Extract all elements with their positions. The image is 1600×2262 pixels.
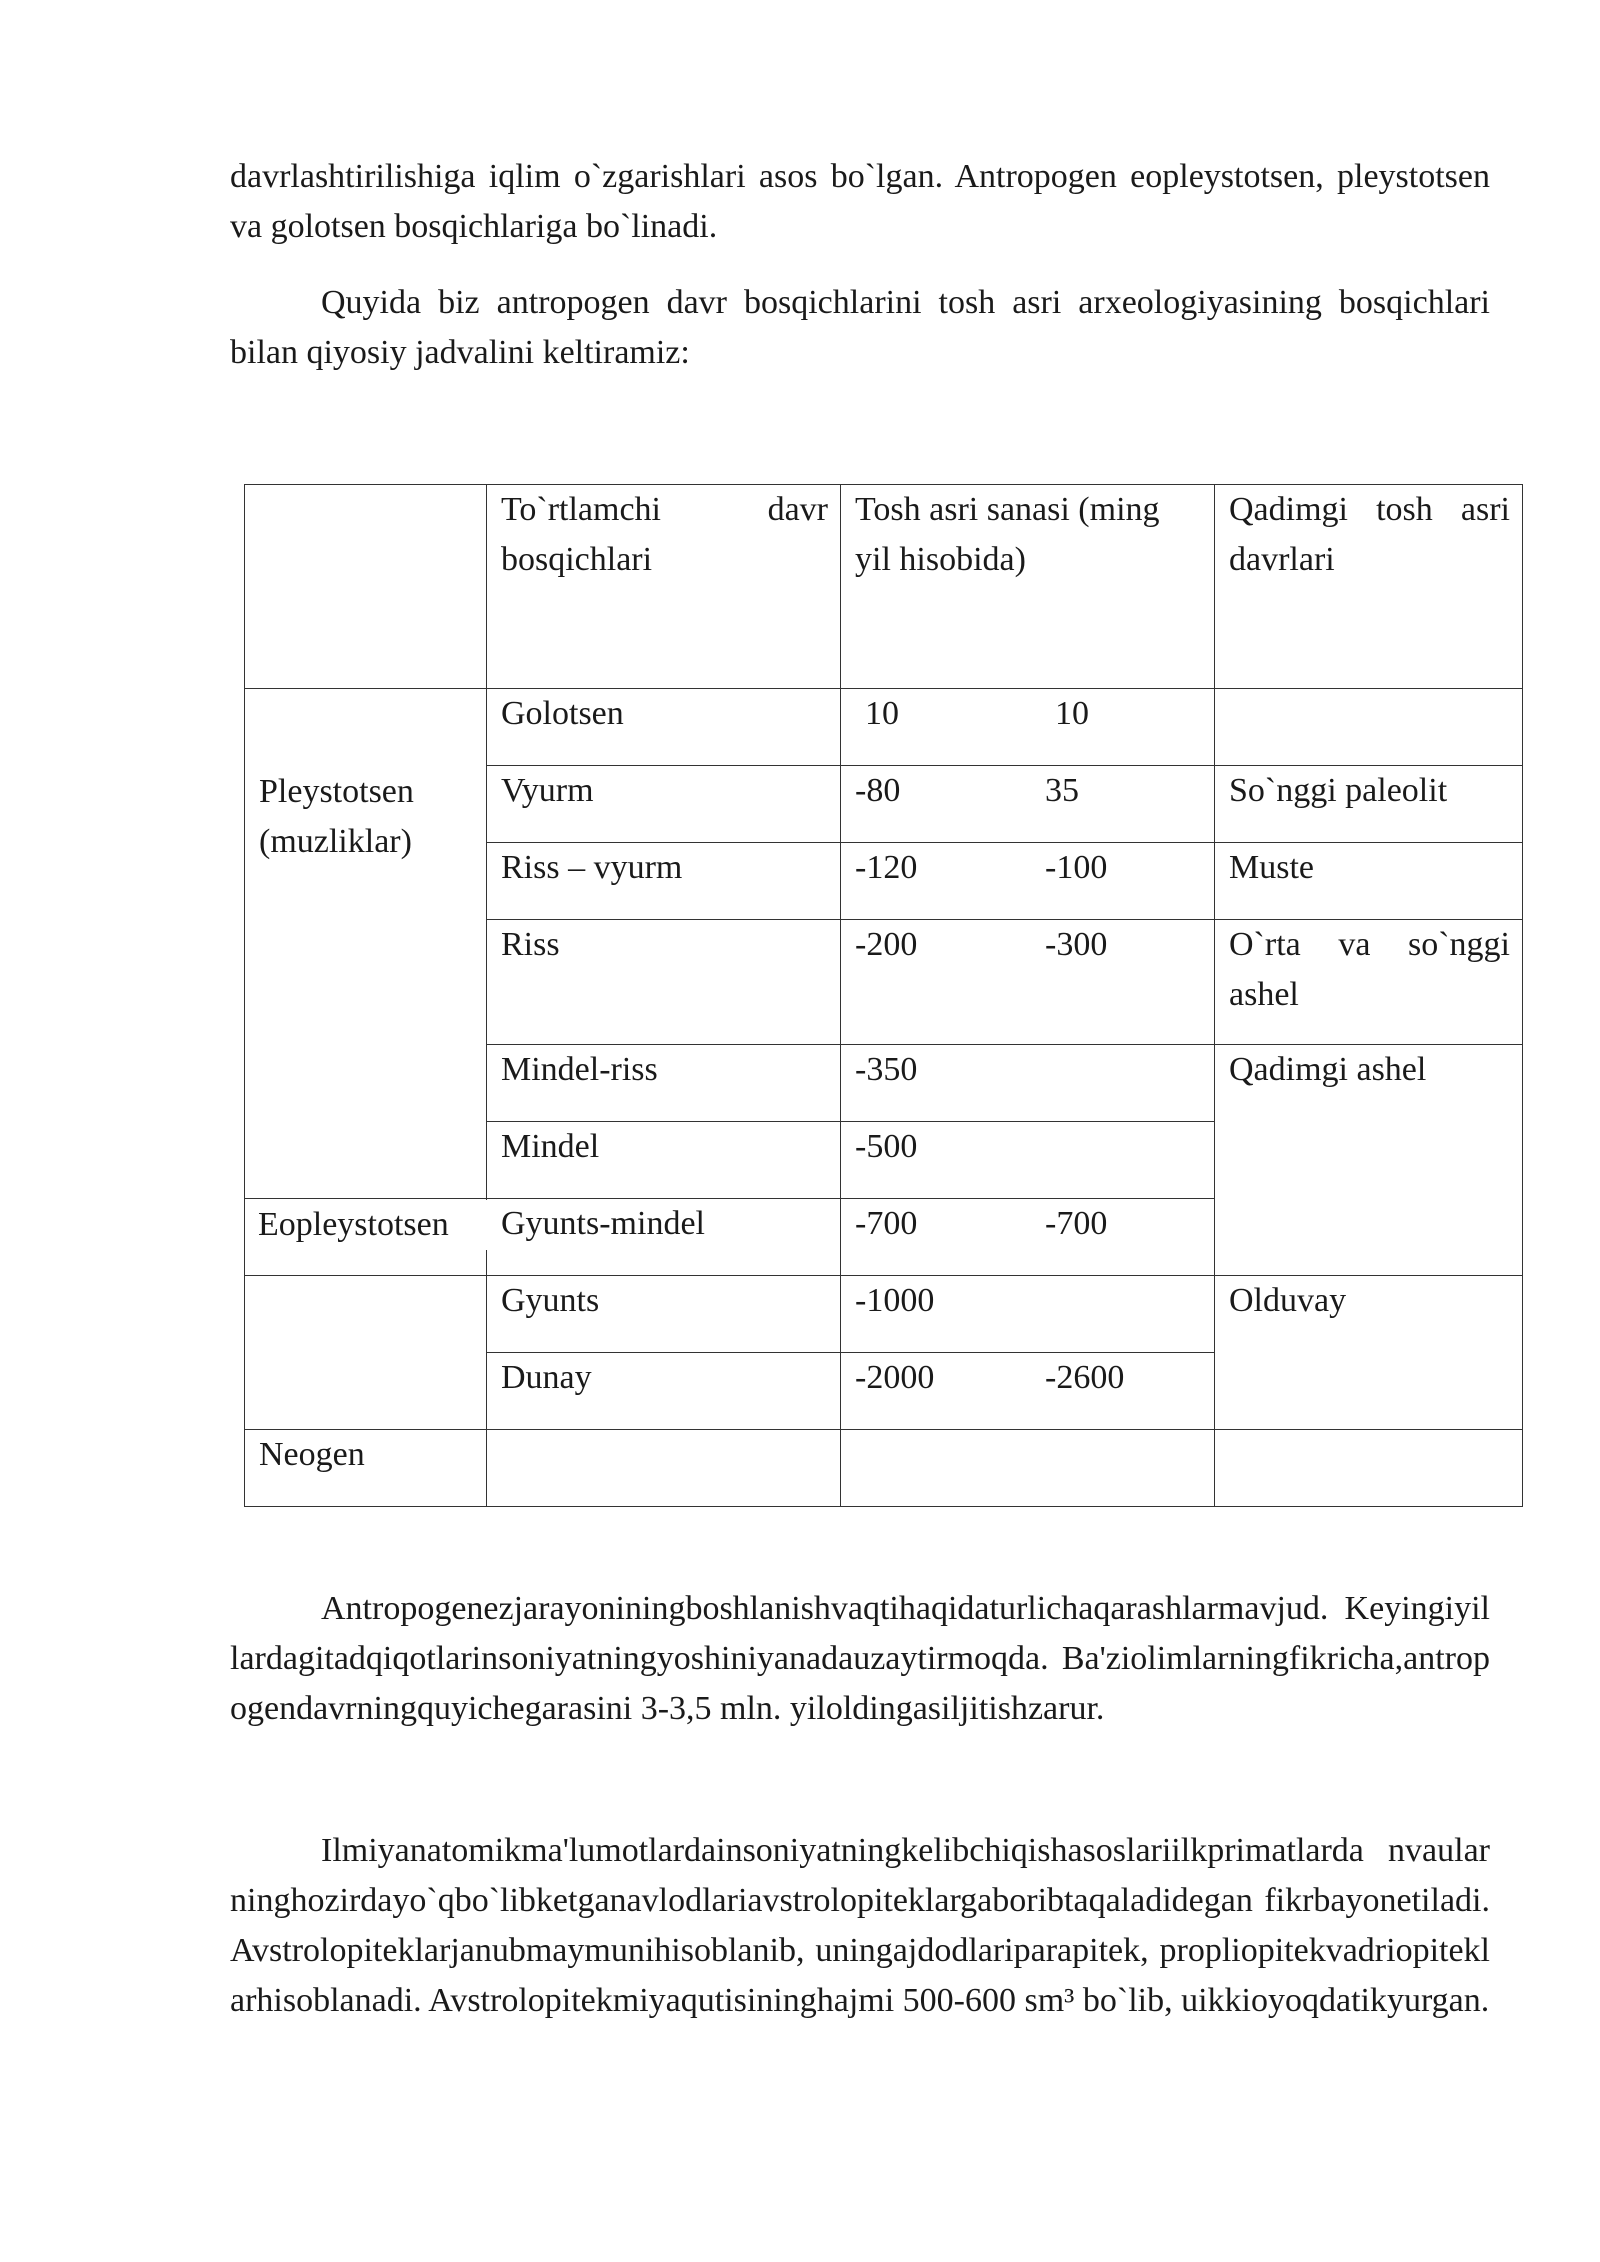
date-cell [841,766,1215,843]
eopleystotsen-label: Eopleystotsen [258,1200,488,1250]
stage-cell: Riss [487,920,841,1045]
table-row [245,689,1523,766]
comparison-table [244,484,1523,1276]
stage-cell: Mindel-riss [487,1045,841,1122]
empty-cell [487,1430,841,1507]
group-pleystotsen: Pleystotsen (muzliklar) [245,689,487,1276]
period-cell: Qadimgi ashel [1215,1045,1523,1276]
empty-cell [841,1430,1215,1507]
date-cell [841,1276,1215,1353]
intro-paragraph-2: Quyida biz antropogen davr bosqichlarini tosh asri arxeologiyasining bosqichlari bilan qiyosiy jadvalini keltiramiz: [230,284,1490,371]
stage-cell: Golotsen [487,689,841,766]
date-end: -700 [1045,1205,1108,1242]
stage-cell: Dunay [487,1353,841,1430]
date-cell [841,1122,1215,1199]
period-cell: Olduvay [1215,1276,1523,1430]
table-row [245,1276,1523,1353]
date-cell [841,1199,1215,1276]
date-cell [841,1045,1215,1122]
date-start: -2000 [855,1359,935,1396]
table-row [245,1430,1523,1507]
stage-cell: Gyunts [487,1276,841,1353]
date-start: -1000 [855,1282,935,1319]
date-end: 10 [1055,695,1089,732]
date-start: -120 [855,849,918,886]
comparison-table-bottom [244,1275,1523,1507]
stage-cell: Mindel [487,1122,841,1199]
group-eopleystotsen-cont [245,1276,487,1430]
date-end: -2600 [1045,1359,1125,1396]
intro-paragraph-1: davrlashtirilishiga iqlim o`zgarishlari asos bo`lgan. Antropogen eopleystotsen, pleystotsen va golotsen bosqichlariga bo`linadi. [230,158,1490,245]
period-cell: So`nggi paleolit [1215,766,1523,843]
date-end: 35 [1045,772,1079,809]
date-start: 10 [865,695,899,732]
date-start: -200 [855,926,918,963]
date-start: -80 [855,772,901,809]
date-cell [841,843,1215,920]
date-cell [841,689,1215,766]
header-periods: Qadimgi tosh asri davrlari [1215,485,1523,689]
stage-cell: Vyurm [487,766,841,843]
body-paragraph-3: Antropogenezjarayoniningboshlanishvaqtihaqidaturlichaqarashlarmavjud. Keyingiyillardagitadqiqotlarinsoniyatningyoshiniyanadauzaytirmoqda. Ba'ziolimlarningfikricha,antropogendavrningquyichegarasini 3-3,5 mln. yiloldingasiljitishzarur. [230,1590,1490,1727]
group-divider [244,1198,486,1199]
date-start: -700 [855,1205,918,1242]
period-cell: O`rta va so`nggi ashel [1215,920,1523,1045]
date-start: -350 [855,1051,918,1088]
body-paragraph-4: Ilmiyanatomikma'lumotlardainsoniyatningkelibchiqishasoslariilkprimatlarda nvaularninghozirdayo`qbo`libketganavlodlariavstrolopiteklargaboribtaqaladidegan fikrbayonetiladi. Avstrolopiteklarjanubmaymunihisoblanib, uningajdodlariparapitek, propliopitekvadriopiteklarhisoblanadi. Avstrolopitekmiyaqutisininghajmi 500-600 sm³ bo`lib, uikkioyoqdatikyurgan. [230,1832,1490,2019]
table-header-row [245,485,1523,689]
header-empty-cell [245,485,487,689]
stage-cell: Riss – vyurm [487,843,841,920]
date-end: -100 [1045,849,1108,886]
period-cell [1215,689,1523,766]
stage-cell: Gyunts-mindel [487,1199,841,1276]
date-cell [841,1353,1215,1430]
group-neogen: Neogen [245,1430,487,1507]
date-end: -300 [1045,926,1108,963]
period-cell: Muste [1215,843,1523,920]
header-stages: To`rtlamchi davr bosqichlari [487,485,841,689]
header-dates: Tosh asri sanasi (ming yil hisobida) [841,485,1215,689]
empty-cell [1215,1430,1523,1507]
date-start: -500 [855,1128,918,1165]
date-cell [841,920,1215,1045]
